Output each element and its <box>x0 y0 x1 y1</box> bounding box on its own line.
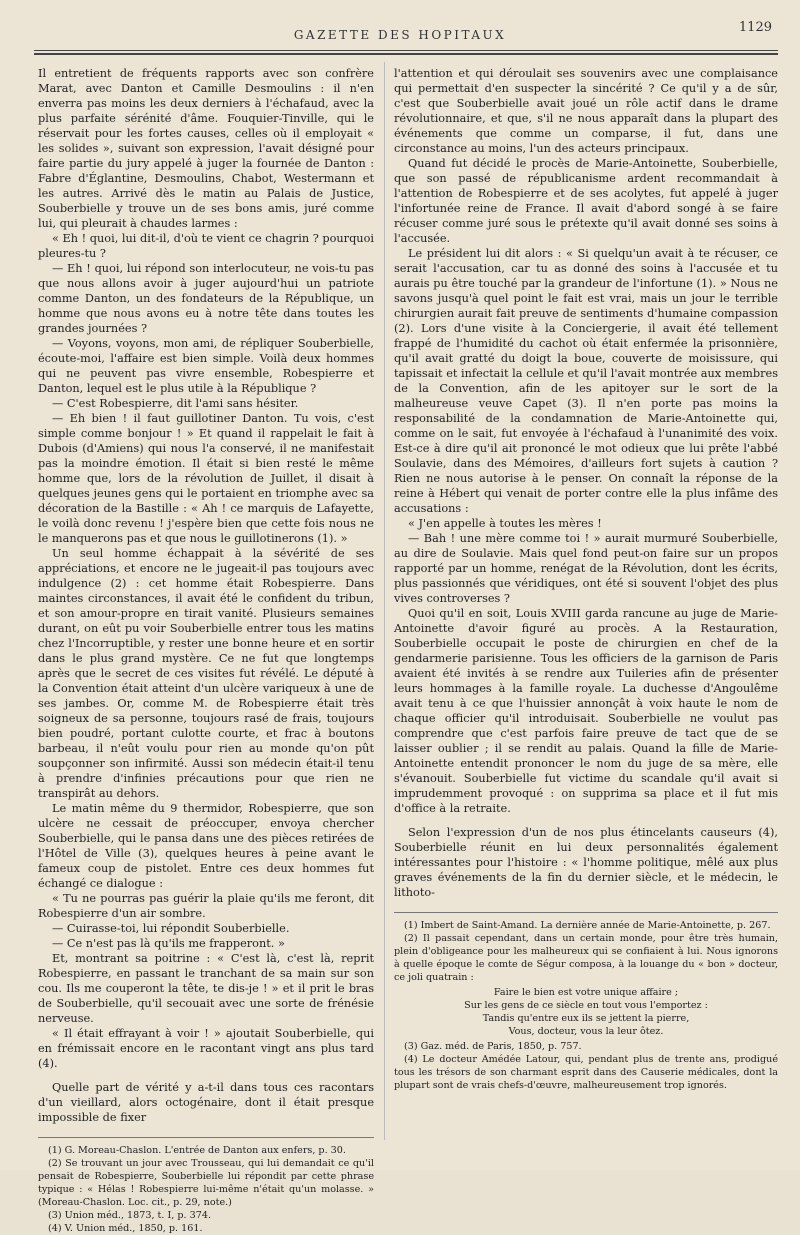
paragraph: — Ce n'est pas là qu'ils me frapperont. » <box>52 937 285 950</box>
quatrain <box>394 986 778 1038</box>
header-rule-thick <box>34 53 778 55</box>
left-footnotes <box>38 1137 374 1235</box>
page-number: 1129 <box>738 20 772 35</box>
footnote: (1) Imbert de Saint-Amand. La dernière année de Marie-Antoinette, p. 267. <box>404 920 771 931</box>
paragraph: « Eh ! quoi, lui dit-il, d'où te vient ce chagrin ? pourquoi pleures-tu ? <box>38 232 374 260</box>
closing-paragraph: Selon l'expression d'un de nos plus étincelants causeurs (4), Souberbielle réunit en lui deux personnalités également intéressantes pour l'histoire : « l'homme politique, mêlé aux plus graves événements de la fin du dernier siècle, et le médecin, le lithoto- <box>394 826 778 899</box>
paragraph: — Eh bien ! il faut guillotiner Danton. Tu vois, c'est simple comme bonjour ! » Et quand il rappelait le fait à Dubois (d'Amiens) qui nous l'a conservé, il ne manifestait pas la moindre émotion. Il était si bien resté le même homme que, lors de la révolution de Juillet, il disait à quelques jeunes gens qui le portaient en triomphe avec sa décoration de la Bastille : « Ah ! ce marquis de Lafayette, le voilà donc revenu ! j'espère bien que cette fois nous ne le manquerons pas et que nous le guillotinerons (1). » <box>38 412 374 545</box>
paragraph: — Bah ! une mère comme toi ! » aurait murmuré Souberbielle, au dire de Soulavie. Mais quel fond peut-on faire sur un propos rapporté par un homme, renégat de la Révolution, dont les écrits, plus passionnés que véridiques, ont été si souvent l'objet des plus vives controverses ? <box>394 532 778 605</box>
right-column <box>394 66 778 1092</box>
header-rule <box>34 50 778 51</box>
right-footnotes <box>394 912 778 1092</box>
paragraph: — Voyons, voyons, mon ami, de répliquer Souberbielle, écoute-moi, l'affaire est bien simple. Voilà deux hommes qui ne peuvent pas vivre ensemble, Robespierre et Danton, lequel est le plus utile à la République ? <box>38 337 374 395</box>
left-column <box>38 66 374 1235</box>
column-divider <box>384 62 385 1140</box>
paragraph: — Cuirasse-toi, lui répondit Souberbielle. <box>52 922 290 935</box>
page-header <box>0 16 800 46</box>
footnote: (2) Il passait cependant, dans un certain monde, pour être très humain, plein d'obligeance pour les malheureux qui se confiaient à lui. Nous ignorons à quelle époque le comte de Ségur composa, à la louange du « bon » docteur, ce joli quatrain : <box>394 933 778 983</box>
poem-line: Sur les gens de ce siècle en tout vous l'emportez : <box>464 1000 708 1011</box>
footnote: (4) Le docteur Amédée Latour, qui, pendant plus de trente ans, prodigué tous les trésors de son charmant esprit dans des Causerie médicales, dont la plupart sont de vrais chefs-d'œuvre, malheureusement trop ignorés. <box>394 1054 778 1091</box>
poem-line: Tandis qu'entre eux ils se jettent la pierre, <box>482 1013 690 1024</box>
paragraph: l'attention et qui déroulait ses souvenirs avec une complaisance qui permettait d'en suspecter la sincérité ? Ce qu'il y a de sûr, c'est que Souberbielle avait joué un rôle actif dans le drame révolutionnaire, et que, s'il ne nous apparaît dans la plupart des événements que comme un comparse, il fut, dans une circonstance au moins, l'un des acteurs principaux. <box>394 67 778 155</box>
paragraph: Le matin même du 9 thermidor, Robespierre, que son ulcère ne cessait de préoccuper, envoya chercher Souberbielle, qui le pansa dans une des pièces retirées de l'Hôtel de Ville (3), quelques heures à peine avant le fameux coup de pistolet. Entre ces deux hommes fut échangé ce dialogue : <box>38 802 374 890</box>
poem-line: Faire le bien est votre unique affaire ; <box>493 987 679 998</box>
footnote: (4) V. Union méd., 1850, p. 161. <box>48 1223 203 1234</box>
closing-paragraph: Quelle part de vérité y a-t-il dans tous ces racontars d'un vieillard, alors octogénaire, dont il était presque impossible de fixer <box>38 1081 374 1124</box>
paragraph: — Eh ! quoi, lui répond son interlocuteur, ne vois-tu pas que nous allons avoir à juger aujourd'hui un patriote comme Danton, un des fondateurs de la République, un homme que nous avons eu à notre tête dans toutes les grandes journées ? <box>38 262 374 335</box>
footnote: (3) Union méd., 1873, t. I, p. 374. <box>48 1210 212 1221</box>
poem-line: Vous, docteur, vous la leur ôtez. <box>508 1026 664 1037</box>
footnote: (3) Gaz. méd. de Paris, 1850, p. 757. <box>404 1041 582 1052</box>
paragraph: Quand fut décidé le procès de Marie-Antoinette, Souberbielle, que son passé de républicanisme ardent recommandait à l'attention de Robespierre et de ses acolytes, fut appelé à juger l'infortunée reine de France. Il avait d'abord songé à se faire récuser comme juré sous le prétexte qu'il avait donné ses soins à l'accusée. <box>394 157 778 245</box>
paragraph: — C'est Robespierre, dit l'ami sans hésiter. <box>52 397 299 410</box>
footnote: (1) G. Moreau-Chaslon. L'entrée de Danton aux enfers, p. 30. <box>48 1145 346 1156</box>
paragraph: Un seul homme échappait à la sévérité de ses appréciations, et encore ne le jugeait-il pas toujours avec indulgence (2) : cet homme était Robespierre. Dans maintes circonstances, il avait été le confident du tribun, et son amour-propre en tirait vanité. Plusieurs semaines durant, on eût pu voir Souberbielle entrer tous les matins chez l'Incorruptible, y rester une bonne heure et en sortir dans le plus grand mystère. Ce ne fut que longtemps après que le secret de ces visites fut révélé. Le député à la Convention était atteint d'un ulcère variqueux à une de ses jambes. Or, comme M. de Robespierre était très soigneux de sa personne, toujours rasé de frais, toujours bien poudré, portant culotte courte, et frac à boutons barbeau, il n'eût voulu pour rien au monde qu'on pût soupçonner son infirmité. Aussi son médecin était-il tenu à prendre d'infinies précautions pour que rien ne transpirât au dehors. <box>38 547 374 800</box>
paragraph: Quoi qu'il en soit, Louis XVIII garda rancune au juge de Marie-Antoinette d'avoir figuré au procès. A la Restauration, Souberbielle occupait le poste de chirurgien en chef de la gendarmerie parisienne. Tous les officiers de la garnison de Paris avaient été invités à se rendre aux Tuileries afin de présenter leurs hommages à la famille royale. La duchesse d'Angoulême avait tenu à ce que l'huissier annonçât à voix haute le nom de chaque officier qu'il introduisait. Souberbielle ne voulut pas comprendre que c'est parfois faire preuve de tact que de se laisser oublier ; il se rendit au palais. Quand la fille de Marie-Antoinette entendit prononcer le nom du juge de sa mère, elle s'évanouit. Souberbielle fut victime du scandale qu'il avait si imprudemment provoqué : on supprima sa place et il fut mis d'office à la retraite. <box>394 607 778 815</box>
paragraph: Le président lui dit alors : « Si quelqu'un avait à te récuser, ce serait l'accusation, car tu as donné des soins à l'accusée et tu aurais pu être touché par la grandeur de l'infortune (1). » Nous ne savons jusqu'à quel point le fait est vrai, mais un jour le terrible chirurgien aurait fait preuve de sentiments d'humaine compassion (2). Lors d'une visite à la Conciergerie, il avait été tellement frappé de l'humidité du cachot où était enfermée la prisonnière, qu'il avait gratté du doigt la boue, couverte de moisissure, qui tapissait et infectait la cellule et qu'il l'avait montrée aux membres de la Convention, afin de les apitoyer sur le sort de la malheureuse veuve Capet (3). Il n'en porte pas moins la responsabilité de la condamnation de Marie-Antoinette qui, comme on le sait, fut envoyée à l'échafaud à l'unanimité des voix. Est-ce à dire qu'il ait prononcé le mot odieux que lui prête l'abbé Soulavie, dans des Mémoires, d'ailleurs fort sujets à caution ? Rien ne nous autorise à le penser. On connaît la réponse de la reine à Hébert qui venait de porter contre elle la plus infâme des accusations : <box>394 247 778 515</box>
paragraph: Il entretient de fréquents rapports avec son confrère Marat, avec Danton et Camille Desmoulins : il n'en enverra pas moins les deux derniers à l'échafaud, avec la plus parfaite sérénité d'âme. Fouquier-Tinville, qui le réservait pour les fortes causes, celles où il employait « les solides », suivant son expression, l'avait désigné pour faire partie du jury appelé à juger la fournée de Danton : Fabre d'Églantine, Desmoulins, Chabot, Westermann et les autres. Arrivé dès le matin au Palais de Justice, Souberbielle y trouve un de ses bons amis, juré comme lui, qui pleurait à chaudes larmes : <box>38 67 374 230</box>
paragraph: Et, montrant sa poitrine : « C'est là, c'est là, reprit Robespierre, en passant le tranchant de sa main sur son cou. Ils me couperont la tête, te dis-je ! » et il prit le bras de Souberbielle, qu'il secouait avec une sorte de frénésie nerveuse. <box>38 952 374 1025</box>
footnote: (2) Se trouvant un jour avec Trousseau, qui lui demandait ce qu'il pensait de Robespierre, Souberbielle lui répondit par cette phrase typique : « Hélas ! Robespierre lui-même n'était qu'un molasse. » (Moreau-Chaslon. Loc. cit., p. 29, note.) <box>38 1158 374 1208</box>
paragraph: « Il était effrayant à voir ! » ajoutait Souberbielle, qui en frémissait encore en le racontant vingt ans plus tard (4). <box>38 1027 374 1070</box>
paragraph: « Tu ne pourras pas guérir la plaie qu'ils me feront, dit Robespierre d'un air sombre. <box>38 892 374 920</box>
running-title: GAZETTE DES HOPITAUX <box>293 28 507 42</box>
paragraph: « J'en appelle à toutes les mères ! <box>408 517 602 530</box>
